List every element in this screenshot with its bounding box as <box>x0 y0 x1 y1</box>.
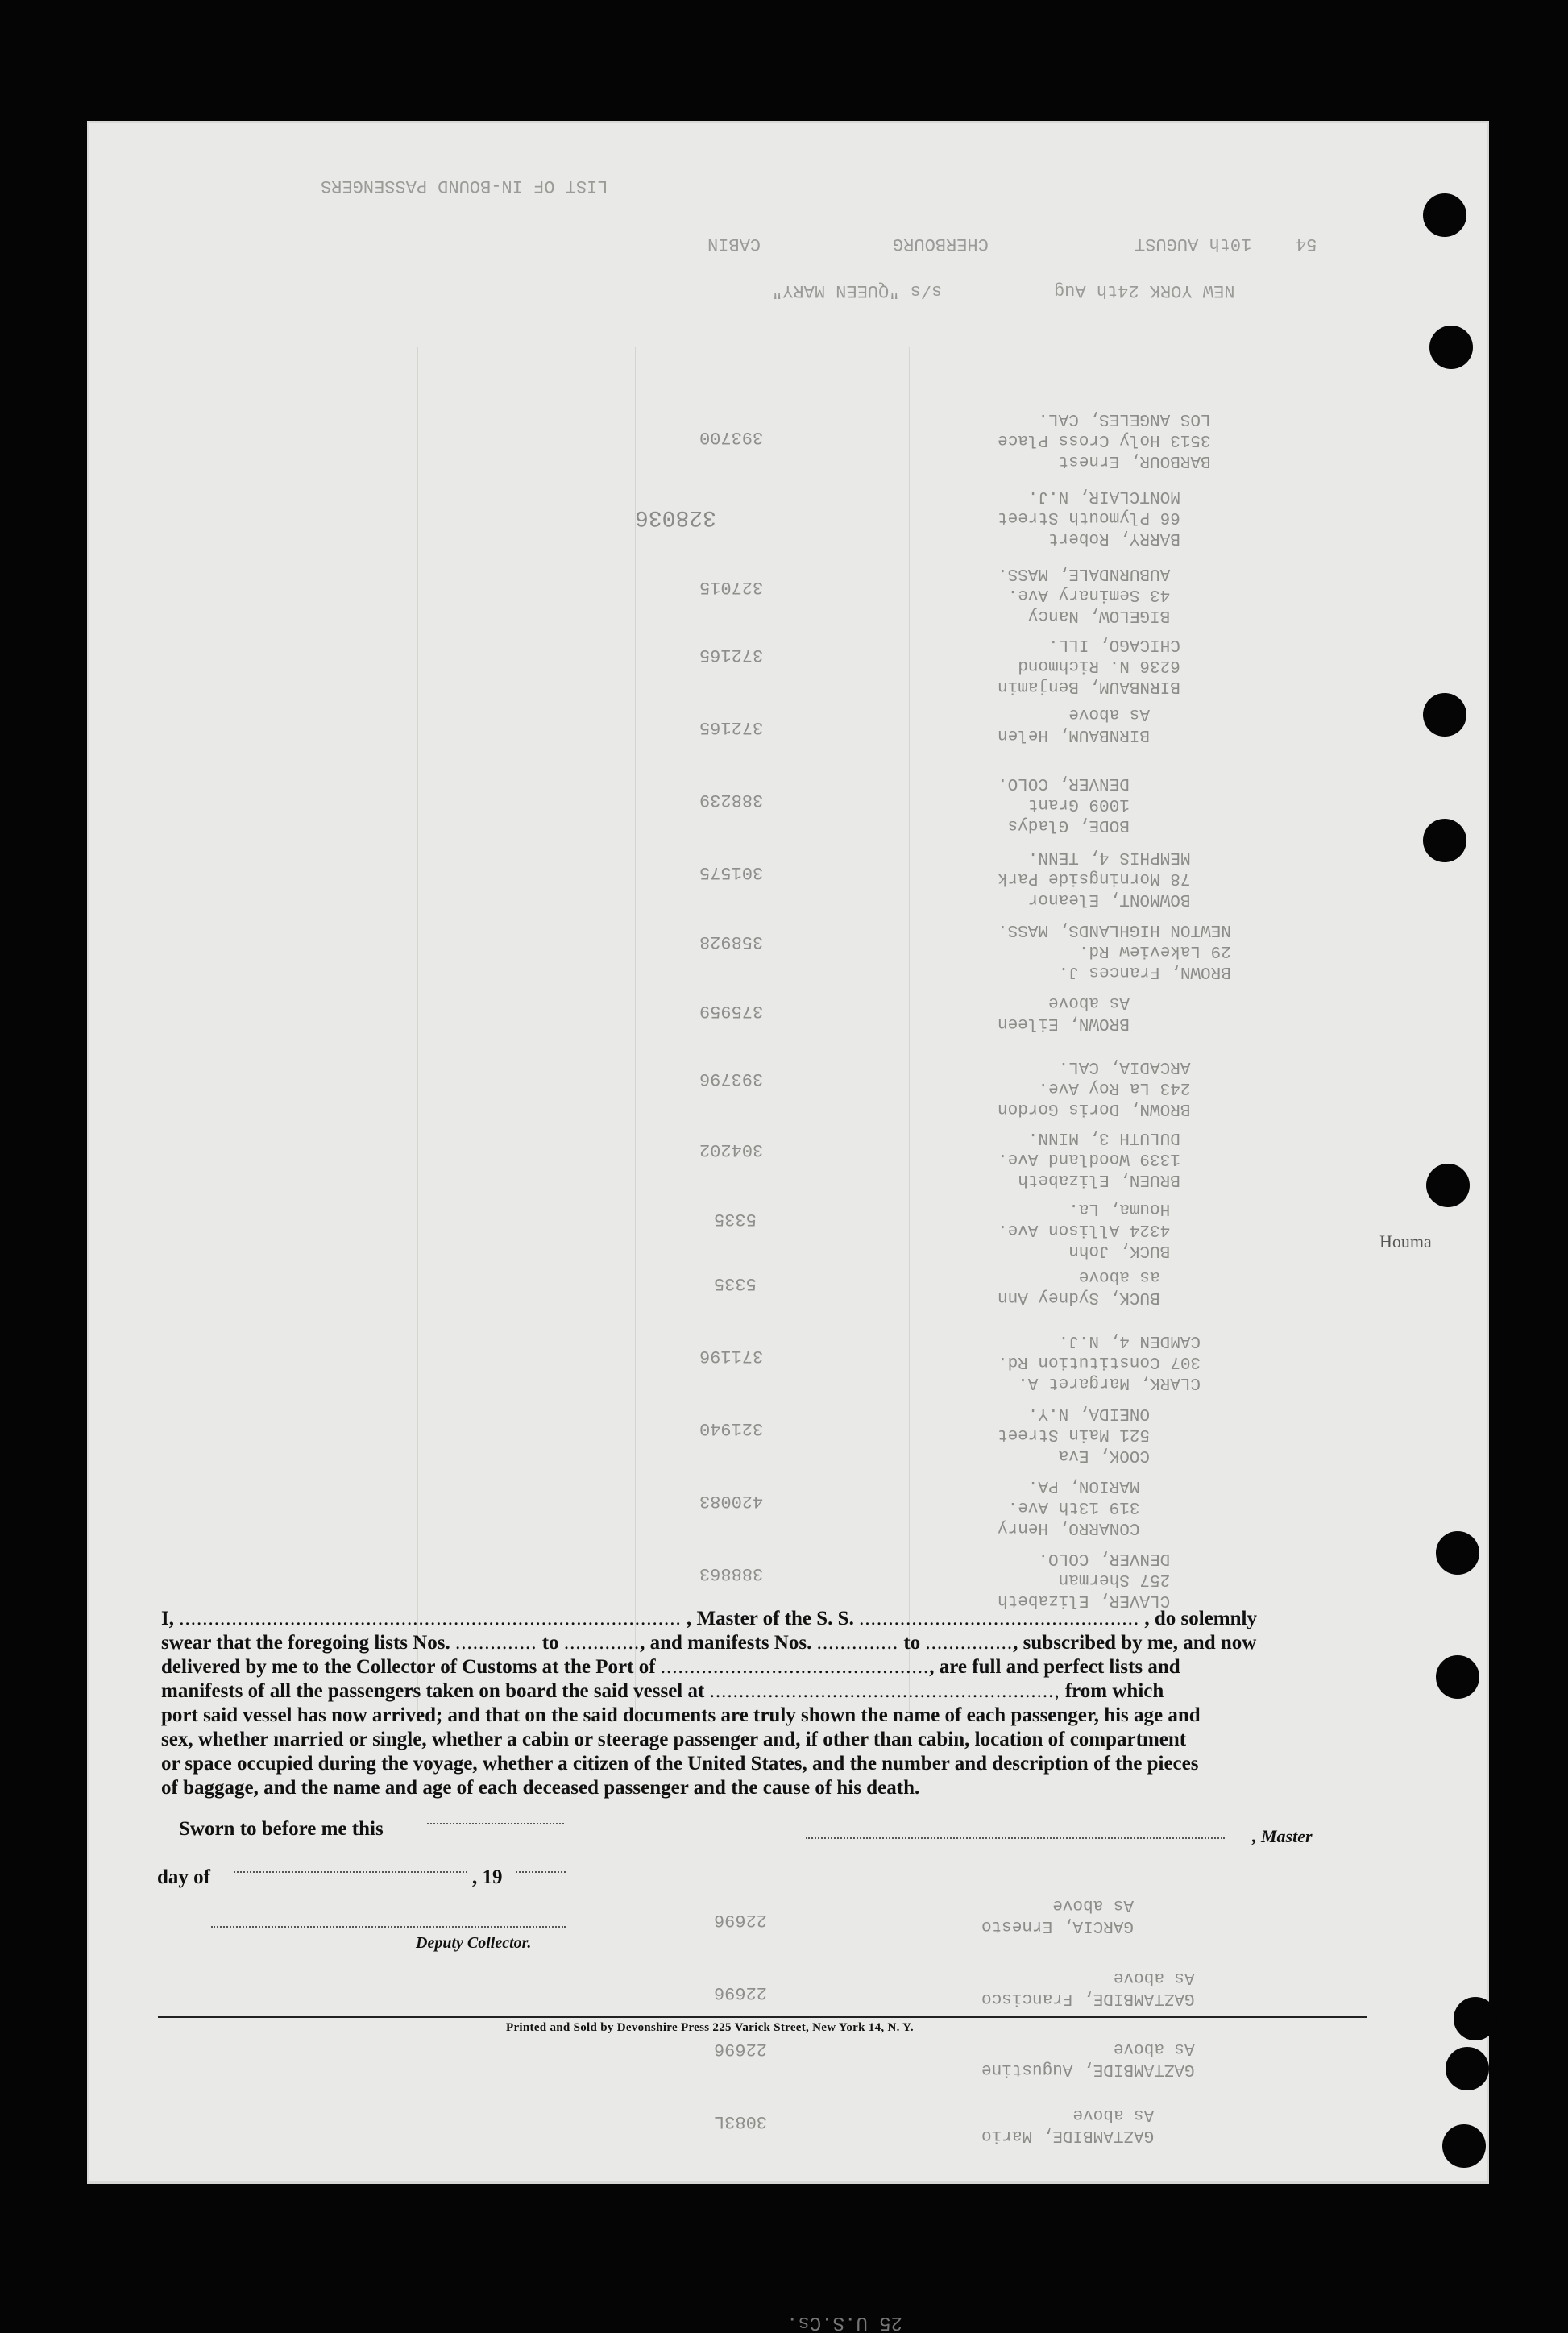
punch-hole <box>1426 1164 1470 1207</box>
bleed-entry: BRUEN, Elizabeth 1339 Woodland Ave. DULUTH 3, MINN. <box>998 1128 1180 1189</box>
master-label: , Master <box>1252 1826 1313 1846</box>
manifest-page <box>87 121 1489 2333</box>
bleed-number: 22696 <box>714 1982 768 2003</box>
bleed-header-date: 10th AUGUST <box>1135 234 1252 254</box>
bleed-number: 420083 <box>699 1491 764 1511</box>
printer-imprint: Printed and Sold by Devonshire Press 225 Varick Street, New York 14, N. Y. <box>506 2021 914 2034</box>
bleed-header-title: LIST OF IN-BOUND PASSENGERS <box>321 176 608 196</box>
punch-hole <box>1429 326 1473 369</box>
bleed-entry: CLAVER, Elizabeth 257 Sherman DENVER, COLO. <box>998 1549 1171 1609</box>
bleed-entry: BIRNBAUM, Helen As above <box>998 704 1151 744</box>
punch-hole <box>1436 1655 1479 1699</box>
bleed-footer: 25 U.S.Cs. <box>786 2311 903 2333</box>
oath-vessel: manifests of all the passengers taken on board the said vessel at <box>161 1680 705 1702</box>
bleed-number: 22696 <box>714 2039 768 2059</box>
bleed-entry: COOK, Eva 521 Main Street ONEIDA, N.Y. <box>998 1404 1151 1464</box>
bleed-number: 388239 <box>699 790 764 810</box>
punch-hole <box>1454 1997 1497 2040</box>
bleed-entry: BARBOUR, Ernest 3513 Holy Cross Place LOS ANGELES, CAL. <box>998 409 1211 470</box>
bleed-header-from: CHERBOURG <box>893 234 989 254</box>
punch-hole <box>1446 2047 1489 2090</box>
master-oath: I, ...................................................................................... , Master of the S. S. ................................................ , do solemnly swear that the foregoing lists Nos. .............. to ............., and manifests Nos. .............. to ..............., subscribed by me, and now delivered by me to the Collector of Customs at the Port of .............................................., are full and perfect lists and manifests of all the passengers taken on board the said vessel at ..........................................................., from which port said vessel has now arrived; and that on the said documents are truly shown the name of each passenger, his age and sex, whether married or single, whether a cabin or steerage passenger and, if other than cabin, location of compartment or space occupied during the voyage, whether a citizen of the United States, and the number and description of the pieces of baggage, and the name and age of each deceased passenger and the cause of his death. <box>161 1607 1362 1800</box>
oath-subscribed: , subscribed by me, and now <box>1013 1632 1257 1654</box>
bleed-number: 393796 <box>699 1069 764 1089</box>
oath-port: delivered by me to the Collector of Customs at the Port of <box>161 1656 656 1678</box>
bleed-number: 328036 <box>635 504 716 529</box>
day-of-label: day of <box>157 1866 210 1888</box>
bleed-number: 304202 <box>699 1140 764 1160</box>
bleed-number: 393700 <box>699 427 764 447</box>
bleed-entry: BUCK, Sydney Ann as above <box>998 1267 1160 1306</box>
year-field <box>516 1871 566 1873</box>
bleed-number: 388863 <box>699 1563 764 1584</box>
bleed-number: 375959 <box>699 1001 764 1021</box>
bleed-entry: CONARRO, Henry 319 13th Ave. MARION, PA. <box>998 1476 1140 1537</box>
oath-solemnly: , do solemnly <box>1144 1608 1257 1629</box>
bleed-number: 327015 <box>699 577 764 597</box>
month-field <box>234 1871 467 1873</box>
bleed-entry: BROWN, Frances J. 29 Lakeview Rd. NEWTON HIGHLANDS, MASS. <box>998 920 1231 981</box>
oath-master: , Master of the S. S. <box>686 1608 854 1629</box>
punch-hole <box>1442 2124 1486 2168</box>
bleed-header-cabin: CABIN <box>707 234 761 254</box>
sworn-label: Sworn to before me this <box>179 1818 384 1840</box>
bleed-number: 301575 <box>699 862 764 882</box>
punch-hole <box>1423 819 1466 862</box>
bleed-number: 358928 <box>699 932 764 952</box>
deputy-signature-line <box>211 1926 566 1928</box>
bleed-number: 321940 <box>699 1418 764 1438</box>
bleed-number: 22696 <box>714 1910 768 1930</box>
punch-hole <box>1436 1531 1479 1575</box>
bleed-entry: GAZTAMBIDE, Augustine As above <box>981 2039 1195 2078</box>
year-prefix: , 19 <box>472 1866 503 1888</box>
oath-manifests: , and manifests Nos. <box>640 1632 812 1654</box>
bleed-entry: BUCK, John 4324 Allison Ave. Houma, La. <box>998 1199 1171 1260</box>
punch-hole <box>1423 193 1466 237</box>
oath-line: sex, whether married or single, whether a cabin or steerage passenger and, if other than cabin, location of compartment <box>161 1729 1187 1750</box>
oath-line: of baggage, and the name and age of each deceased passenger and the cause of his death. <box>161 1777 920 1799</box>
bleed-entry: BIRNBAUM, Benjamin 6236 N. Richmond CHICAGO, ILL. <box>998 635 1180 695</box>
sworn-date-field <box>427 1823 564 1824</box>
bleed-entry: BROWN, Eileen As above <box>998 993 1130 1032</box>
bleed-header-year: 54 <box>1296 234 1317 254</box>
bleed-entry: BROWN, Doris Gordon 243 La Roy Ave. ARCADIA, CAL. <box>998 1057 1191 1118</box>
bleed-number: 3083L <box>714 2111 768 2132</box>
bleed-column-rule <box>417 347 418 1717</box>
bleed-entry: BIGELOW, Nancy 43 Seminary Ave. AUBURNDALE, MASS. <box>998 564 1171 625</box>
bleed-entry: BARRY, Robert 66 Plymouth Street MONTCLAIR, N.J. <box>998 487 1180 547</box>
bleed-number: 371196 <box>699 1346 764 1366</box>
bleed-entry: GAZTAMBIDE, Mario As above <box>981 2105 1155 2144</box>
oath-lists: swear that the foregoing lists Nos. <box>161 1632 450 1654</box>
oath-i: I, <box>161 1608 174 1629</box>
bleed-vessel: s/s "QUEEN MARY" <box>772 280 943 301</box>
footer-rule <box>158 2016 1367 2018</box>
master-signature-line <box>806 1837 1225 1839</box>
margin-note: Houma <box>1379 1231 1432 1252</box>
bleed-column-rule <box>909 347 910 1717</box>
deputy-collector-label: Deputy Collector. <box>416 1934 532 1952</box>
oath-line: or space occupied during the voyage, whether a citizen of the United States, and the number and description of the pieces <box>161 1753 1199 1775</box>
bleed-entry: BOWMONT, Eleanor 78 Morningside Park MEMPHIS 4, TENN. <box>998 848 1191 908</box>
bleed-number: 372165 <box>699 717 764 737</box>
bleed-entry: CLARK, Margaret A. 307 Constitution Rd. CAMDEN 4, N.J. <box>998 1331 1201 1392</box>
punch-hole <box>1423 693 1466 737</box>
bleed-entry: BODE, Gladys 1009 Grant DENVER, COLO. <box>998 774 1130 834</box>
bleed-entry: GAZTAMBIDE, Francisco As above <box>981 1968 1195 2007</box>
bleed-number: 5335 <box>714 1209 757 1229</box>
bleed-column-rule <box>635 347 636 1717</box>
bleed-entry: GARCIA, Ernesto As above <box>981 1895 1135 1935</box>
oath-line: port said vessel has now arrived; and that on the said documents are truly shown the name of each passenger, his age and <box>161 1704 1201 1726</box>
bleed-number: 5335 <box>714 1273 757 1293</box>
bleed-arrival: NEW YORK 24th Aug <box>1054 280 1235 301</box>
bleed-number: 372165 <box>699 645 764 665</box>
